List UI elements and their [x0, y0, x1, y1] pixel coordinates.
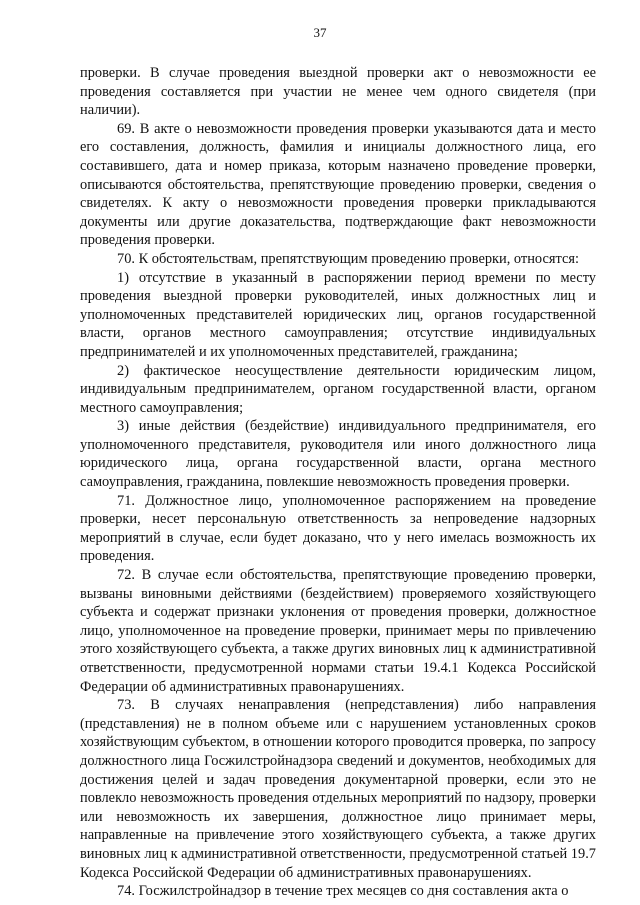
paragraph-73: 73. В случаях ненаправления (непредставления) либо направления (представления) не в полном объеме или с нарушением установленных сроков хозяйствующим субъектом, в отношении которого проводится проверка, по запросу должностного лица Госжилстройнадзора сведений и документов, необходимых для достижения целей и задач проведения документарной проверки, если это не повлекло невозможность проведения отдельных мероприятий по надзору, проверки или невозможность их завершения, должностное лицо принимает меры, направленные на привлечение этого хозяйствующего субъекта, а также других виновных лиц к административной ответственности, предусмотренной статьей 19.7 Кодекса Российской Федерации об административных правонарушениях. [80, 697, 596, 881]
paragraph-continuation: проверки. В случае проведения выездной проверки акт о невозможности ее проведения составляется при участии не менее чем одного свидетеля (при наличии). [80, 65, 596, 119]
paragraph-71: 71. Должностное лицо, уполномоченное распоряжением на проведение проверки, несет персональную ответственность за непроведение надзорных мероприятий в случае, если будет доказано, что у него имелась возможность их проведения. [80, 492, 596, 565]
paragraph-69: 69. В акте о невозможности проведения проверки указываются дата и место его составления, должность, фамилия и инициалы должностного лица, его составившего, дата и номер приказа, которым назначено проведение проверки, описываются обстоятельства, препятствующие проведению проверки, сведения о свидетелях. К акту о невозможности проведения проверки прикладываются документы или другие доказательства, подтверждающие факт невозможности проведения проверки. [80, 120, 596, 249]
document-body [80, 64, 596, 901]
paragraph-70-item-3: 3) иные действия (бездействие) индивидуального предпринимателя, его уполномоченного представителя, руководителя или иного должностного лица юридического лица, органа государственной власти, органа местного самоуправления, гражданина, повлекшие невозможность проведения проверки. [80, 418, 596, 491]
page-number: 37 [313, 25, 327, 40]
paragraph-72: 72. В случае если обстоятельства, препятствующие проведению проверки, вызваны виновными действиями (бездействием) проверяемого хозяйствующего субъекта и содержат признаки уклонения от проведения проверки, должностное лицо, уполномоченное на проведение проверки, принимает меры по привлечению этого хозяйствующего субъекта, а также других виновных лиц к административной ответственности, предусмотренной нормами статьи 19.4.1 Кодекса Российской Федерации об административных правонарушениях. [80, 567, 596, 695]
paragraph-70-item-1: 1) отсутствие в указанный в распоряжении период времени по месту проведения выездной проверки руководителей, иных должностных лиц и уполномоченных представителей юридических лиц, органов государственной власти, органов местного самоуправления; отсутствие индивидуальных предпринимателей и их уполномоченных представителей, гражданина; [80, 269, 596, 360]
paragraph-70: 70. К обстоятельствам, препятствующим проведению проверки, относятся: [117, 250, 579, 267]
paragraph-70-item-2: 2) фактическое неосуществление деятельности юридическим лицом, индивидуальным предпринимателем, органом государственной власти, органом местного самоуправления; [80, 362, 596, 416]
paragraph-74: 74. Госжилстройнадзор в течение трех месяцев со дня составления акта о [117, 883, 569, 900]
